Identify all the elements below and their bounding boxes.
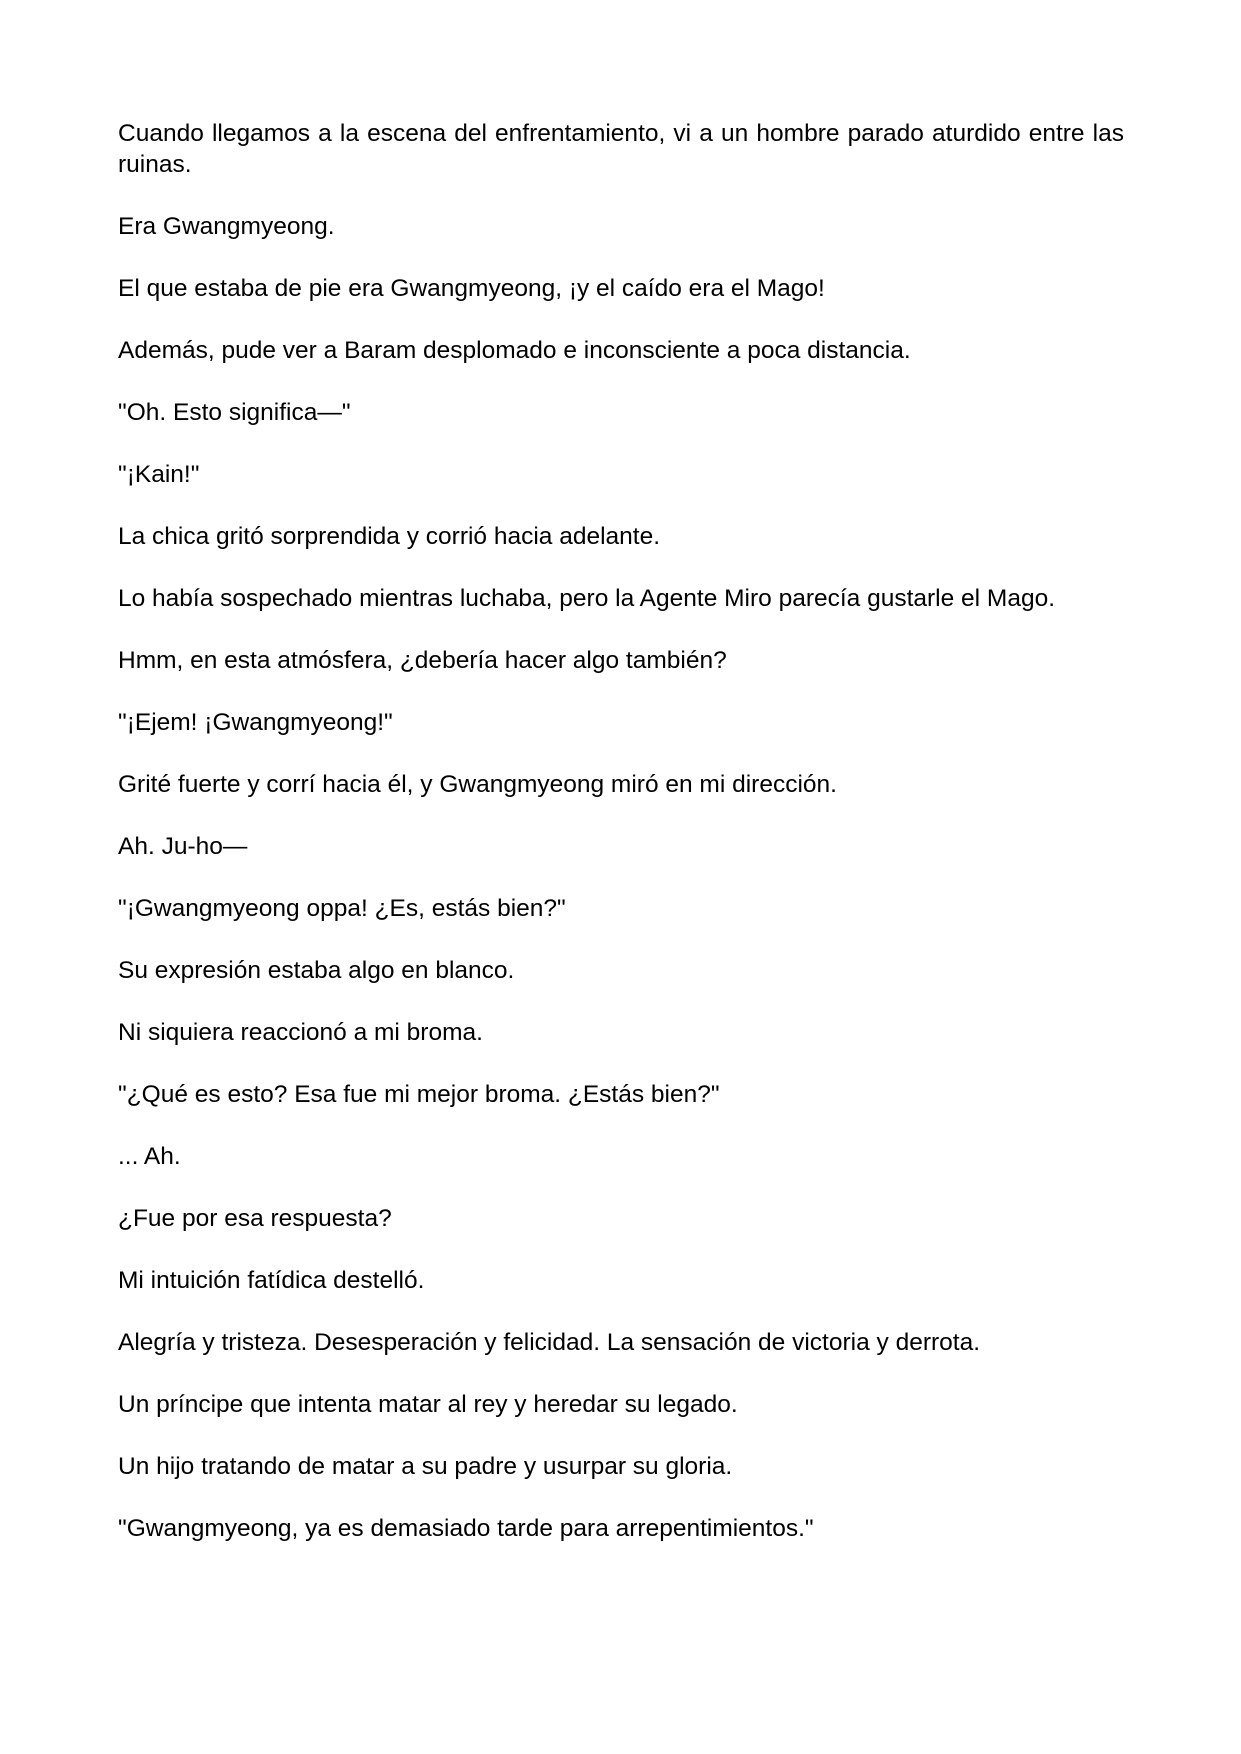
document-body — [118, 118, 1124, 1575]
paragraph: Ah. Ju-ho— — [118, 833, 248, 860]
paragraph: Un príncipe que intenta matar al rey y heredar su legado. — [118, 1391, 738, 1418]
paragraph: Su expresión estaba algo en blanco. — [118, 957, 515, 984]
paragraph: ... Ah. — [118, 1143, 181, 1170]
paragraph: "¿Qué es esto? Esa fue mi mejor broma. ¿Estás bien?" — [118, 1081, 720, 1108]
paragraph: ¿Fue por esa respuesta? — [118, 1205, 392, 1232]
paragraph: La chica gritó sorprendida y corrió hacia adelante. — [118, 523, 661, 550]
paragraph: "¡Gwangmyeong oppa! ¿Es, estás bien?" — [118, 895, 566, 922]
paragraph: Grité fuerte y corrí hacia él, y Gwangmyeong miró en mi dirección. — [118, 771, 837, 798]
paragraph: Alegría y tristeza. Desesperación y felicidad. La sensación de victoria y derrota. — [118, 1329, 981, 1356]
paragraph: Hmm, en esta atmósfera, ¿debería hacer algo también? — [118, 647, 727, 674]
paragraph: Era Gwangmyeong. — [118, 213, 335, 240]
paragraph: Mi intuición fatídica destelló. — [118, 1267, 425, 1294]
paragraph: "Oh. Esto significa—" — [118, 399, 351, 426]
paragraph: Un hijo tratando de matar a su padre y usurpar su gloria. — [118, 1453, 733, 1480]
paragraph: Ni siquiera reaccionó a mi broma. — [118, 1019, 483, 1046]
paragraph: Cuando llegamos a la escena del enfrentamiento, vi a un hombre parado aturdido entre las ruinas. — [118, 120, 1124, 178]
paragraph: "Gwangmyeong, ya es demasiado tarde para arrepentimientos." — [118, 1515, 814, 1542]
paragraph: El que estaba de pie era Gwangmyeong, ¡y el caído era el Mago! — [118, 275, 825, 302]
paragraph: Además, pude ver a Baram desplomado e inconsciente a poca distancia. — [118, 337, 911, 364]
paragraph: Lo había sospechado mientras luchaba, pero la Agente Miro parecía gustarle el Mago. — [118, 585, 1056, 612]
paragraph: "¡Kain!" — [118, 461, 200, 488]
paragraph: "¡Ejem! ¡Gwangmyeong!" — [118, 709, 393, 736]
